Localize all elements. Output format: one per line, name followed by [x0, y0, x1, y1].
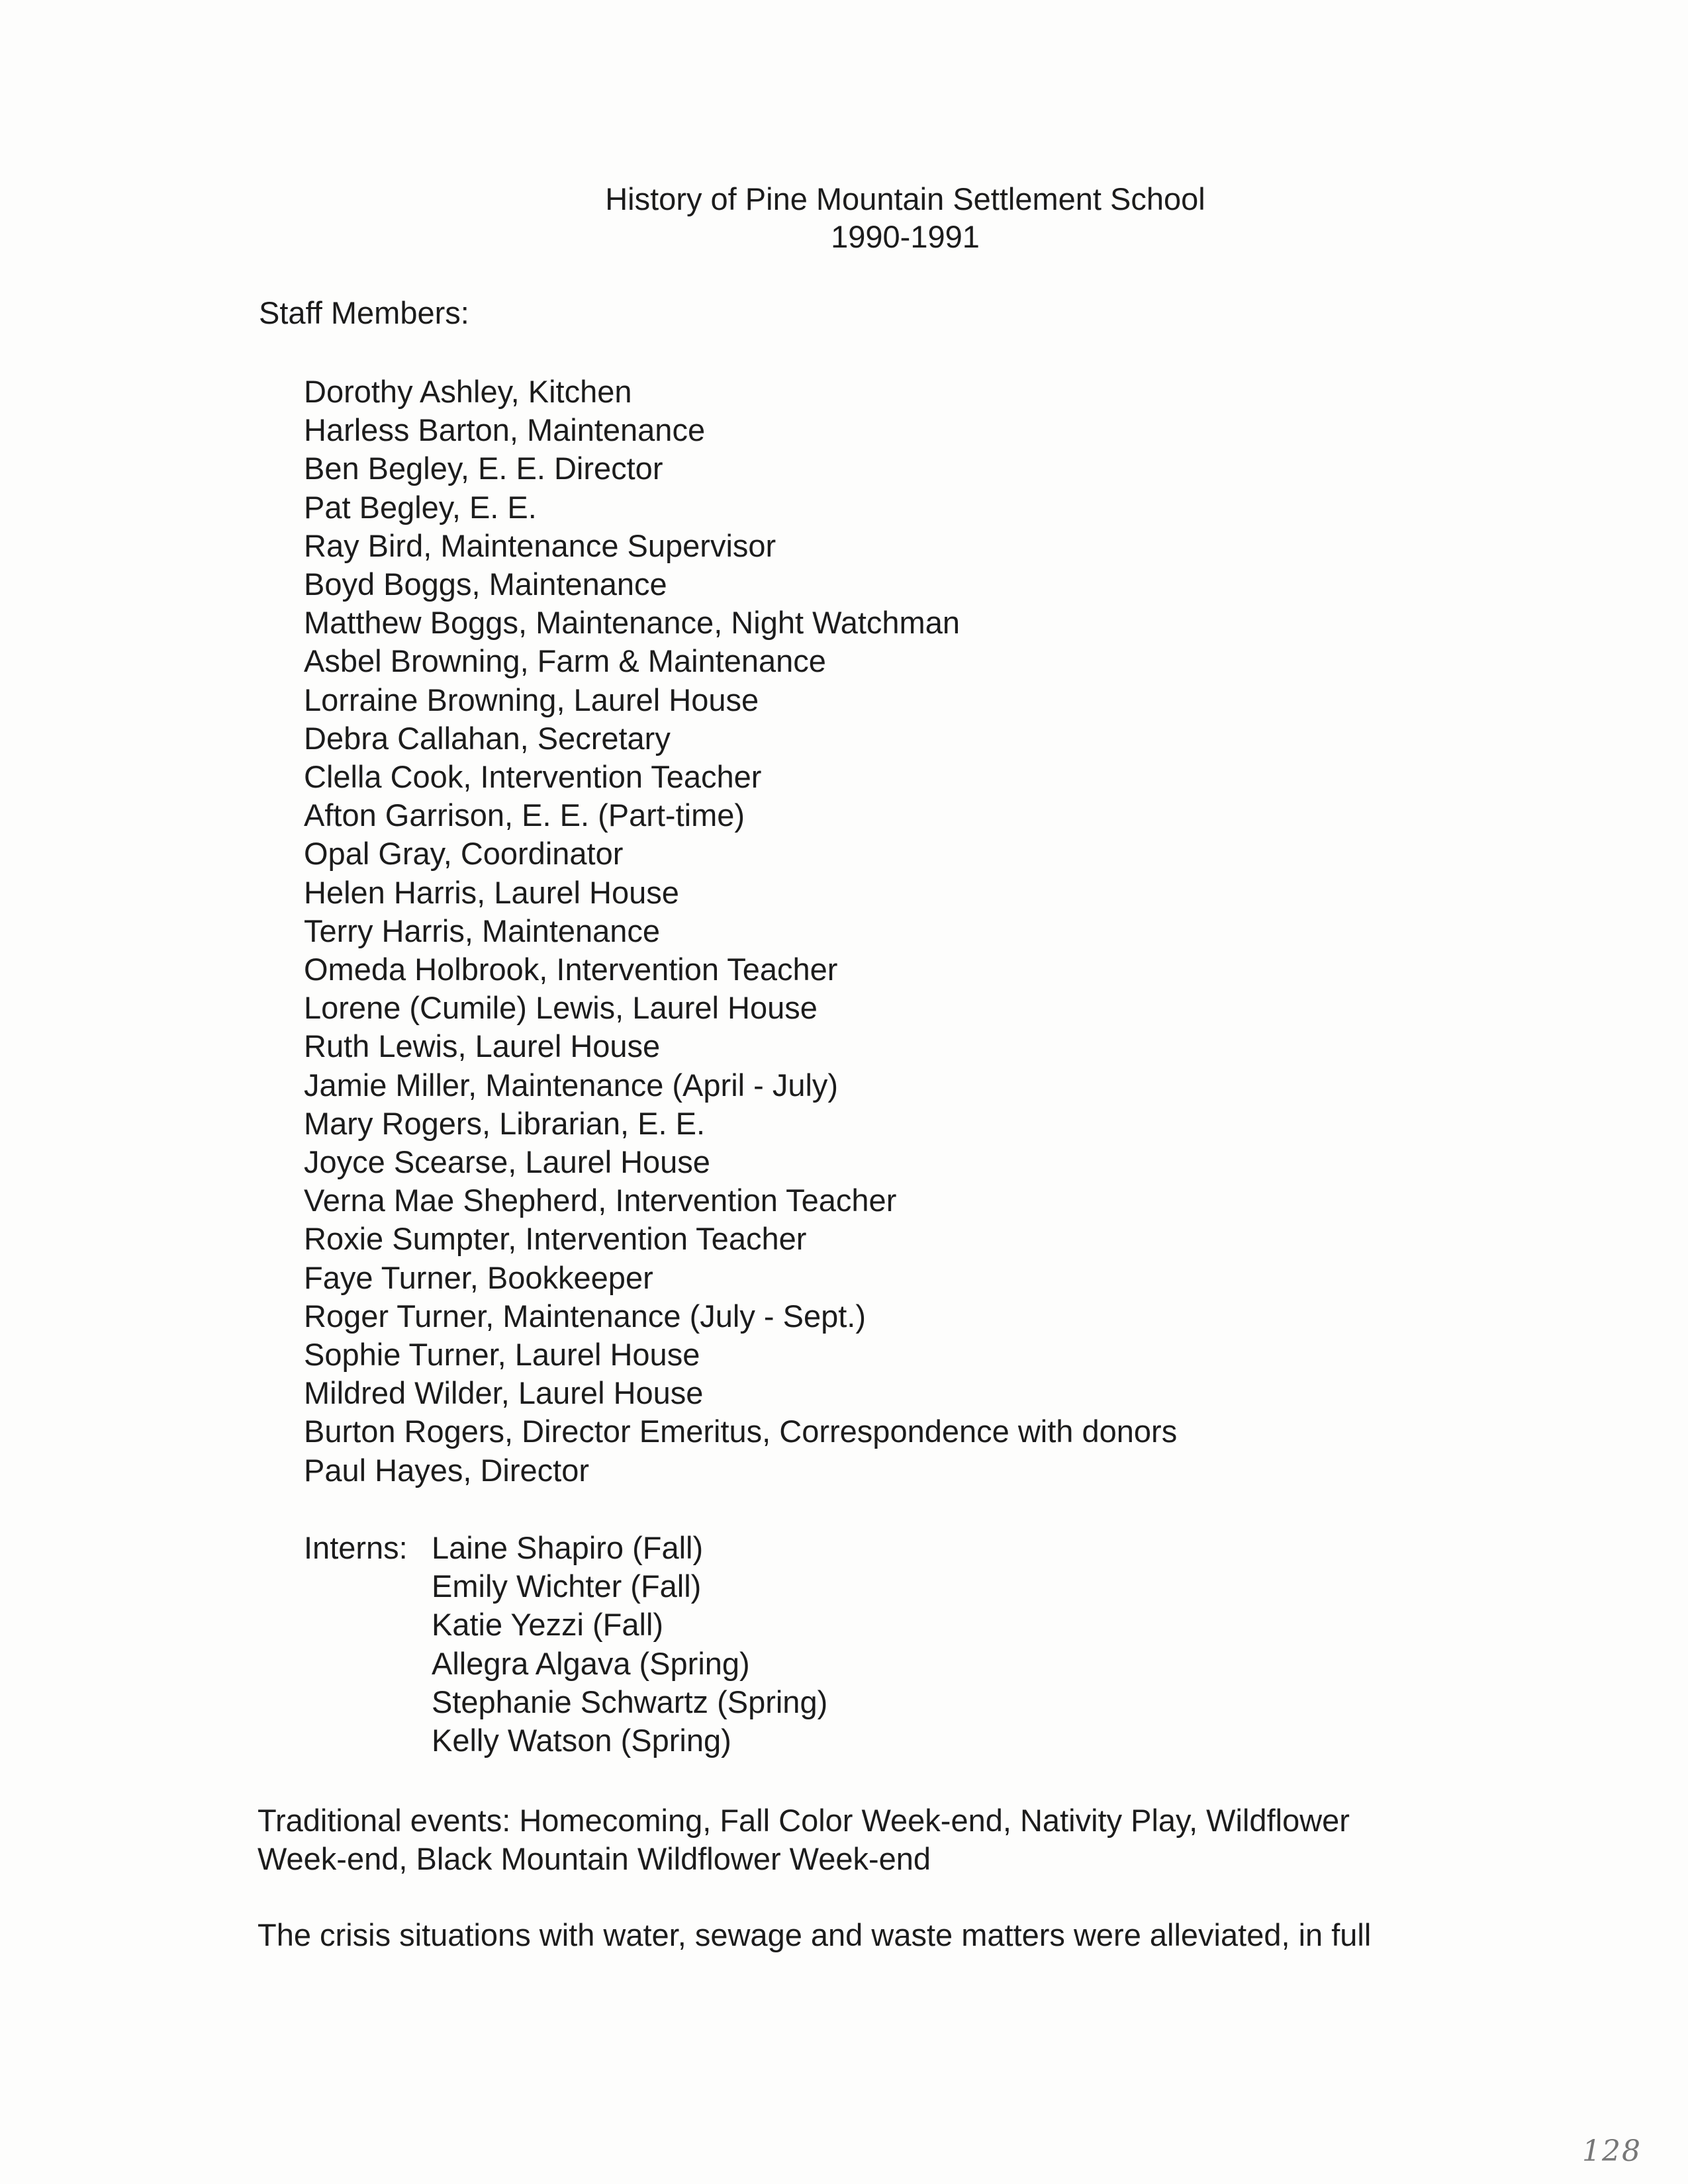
intern-name: Emily Wichter (Fall): [432, 1569, 702, 1604]
intern-row: [304, 1683, 827, 1721]
staff-member: Sophie Turner, Laurel House: [304, 1337, 700, 1373]
events-line: Week-end, Black Mountain Wildflower Week-end: [258, 1841, 931, 1876]
staff-heading: Staff Members:: [259, 295, 469, 330]
intern-row: [304, 1529, 827, 1567]
staff-member: Verna Mae Shepherd, Intervention Teacher: [304, 1183, 897, 1218]
handwritten-page-number: 128: [1582, 2134, 1642, 2168]
interns-section: [304, 1529, 827, 1760]
staff-member: Roger Turner, Maintenance (July - Sept.): [304, 1298, 867, 1334]
staff-member: Ben Begley, E. E. Director: [304, 451, 663, 486]
staff-member: Afton Garrison, E. E. (Part-time): [304, 797, 745, 833]
staff-member: Asbel Browning, Farm & Maintenance: [304, 643, 826, 679]
intern-name: Stephanie Schwartz (Spring): [432, 1684, 828, 1719]
intern-row: [304, 1606, 827, 1644]
events-line: Traditional events: Homecoming, Fall Color Week-end, Nativity Play, Wildflower: [258, 1803, 1350, 1838]
staff-member: Opal Gray, Coordinator: [304, 836, 624, 872]
crisis-paragraph: The crisis situations with water, sewage and waste matters were alleviated, in full: [258, 1917, 1372, 1952]
staff-member: Lorene (Cumile) Lewis, Laurel House: [304, 990, 818, 1026]
staff-member: Faye Turner, Bookkeeper: [304, 1259, 653, 1295]
staff-member: Jamie Miller, Maintenance (April - July): [304, 1067, 839, 1103]
staff-member: Ruth Lewis, Laurel House: [304, 1028, 661, 1064]
staff-member: Dorothy Ashley, Kitchen: [304, 374, 632, 409]
title-years: 1990-1991: [831, 219, 980, 254]
staff-member: Burton Rogers, Director Emeritus, Correspondence with donors: [304, 1414, 1178, 1449]
staff-member: Ray Bird, Maintenance Supervisor: [304, 527, 776, 563]
intern-name: Kelly Watson (Spring): [432, 1723, 731, 1758]
staff-member: Matthew Boggs, Maintenance, Night Watchman: [304, 605, 960, 641]
document-title: [0, 180, 1688, 255]
staff-member: Mary Rogers, Librarian, E. E.: [304, 1105, 705, 1141]
staff-member: Boyd Boggs, Maintenance: [304, 567, 667, 602]
staff-member: Pat Begley, E. E.: [304, 489, 537, 525]
title-line: History of Pine Mountain Settlement School: [605, 181, 1205, 216]
intern-name: Laine Shapiro (Fall): [432, 1530, 704, 1565]
intern-row: [304, 1567, 827, 1606]
traditional-events: [258, 1801, 1350, 1878]
staff-member: Omeda Holbrook, Intervention Teacher: [304, 952, 838, 987]
staff-member: Harless Barton, Maintenance: [304, 412, 706, 448]
staff-member: Joyce Scearse, Laurel House: [304, 1144, 710, 1180]
staff-member: Roxie Sumpter, Intervention Teacher: [304, 1221, 807, 1257]
staff-member: Lorraine Browning, Laurel House: [304, 682, 759, 717]
staff-member: Mildred Wilder, Laurel House: [304, 1375, 704, 1411]
staff-member: Helen Harris, Laurel House: [304, 874, 679, 910]
intern-row: [304, 1721, 827, 1760]
staff-member: Clella Cook, Intervention Teacher: [304, 759, 762, 795]
staff-list: [304, 373, 1177, 1490]
intern-name: Katie Yezzi (Fall): [432, 1607, 664, 1643]
intern-row: [304, 1645, 827, 1683]
intern-name: Allegra Algava (Spring): [432, 1645, 750, 1681]
staff-member: Debra Callahan, Secretary: [304, 720, 671, 756]
staff-member: Terry Harris, Maintenance: [304, 913, 661, 948]
staff-member: Paul Hayes, Director: [304, 1452, 589, 1488]
interns-label: Interns:: [304, 1530, 408, 1565]
